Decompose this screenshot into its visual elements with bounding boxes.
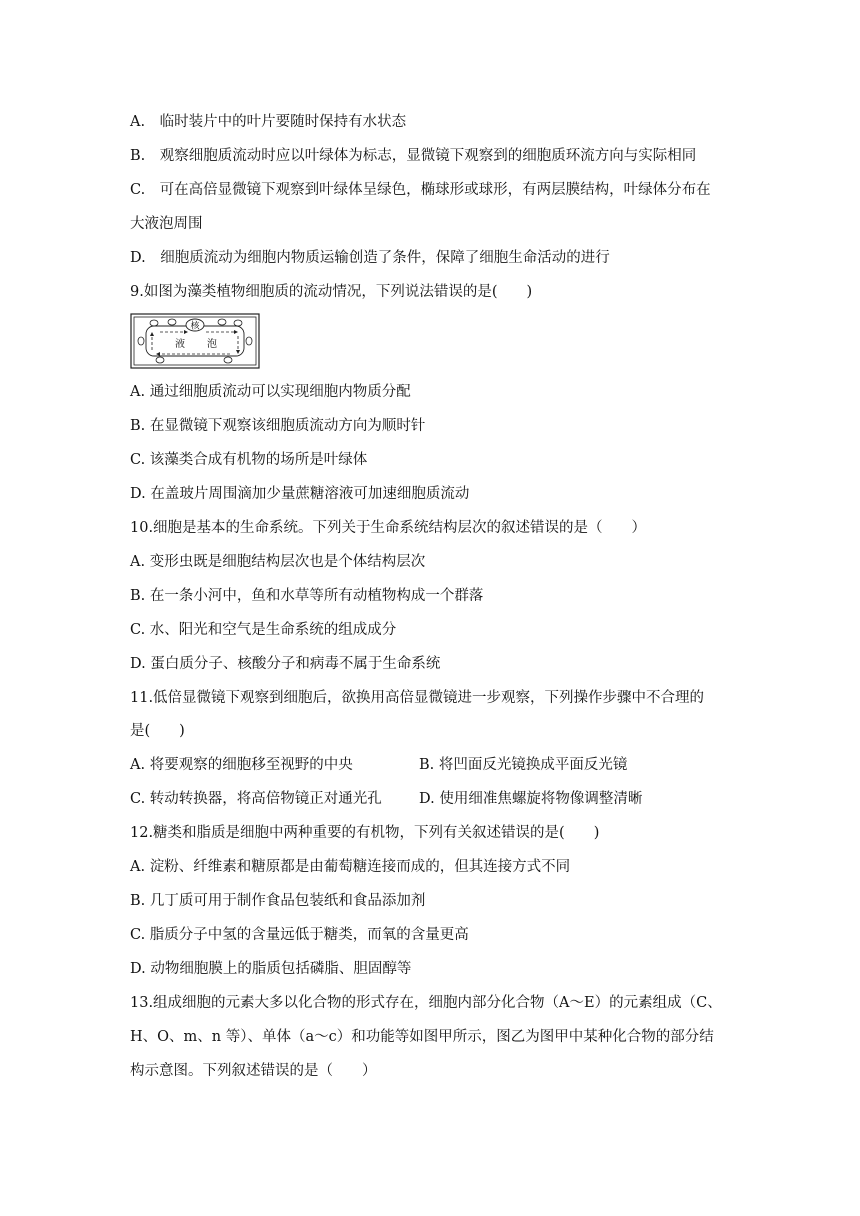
q11-option-b: B. 将凹面反光镜换成平面反光镜: [419, 757, 628, 773]
q9-option-b: B. 在显微镜下观察该细胞质流动方向为顺时针: [130, 418, 426, 434]
q13-stem-continued-2: 构示意图。下列叙述错误的是（ ）: [130, 1063, 377, 1079]
q12-option-c: C. 脂质分子中氢的含量远低于糖类，而氧的含量更高: [130, 927, 469, 943]
q13-stem-continued-1: H、O、m、n 等）、单体（a～c）和功能等如图甲所示，图乙为图甲中某种化合物的部分结: [130, 1029, 714, 1045]
q11-stem: 11.低倍显微镜下观察到细胞后，欲换用高倍显微镜进一步观察，下列操作步骤中不合理的: [130, 690, 705, 706]
q8-option-c: C. 可在高倍显微镜下观察到叶绿体呈绿色，椭球形或球形，有两层膜结构，叶绿体分布在: [130, 182, 711, 198]
q13-stem: 13.组成细胞的元素大多以化合物的形式存在，细胞内部分化合物（A～E）的元素组成（C、: [130, 995, 722, 1011]
vacuole-label-1: 液: [175, 339, 185, 350]
q11-option-d: D. 使用细准焦螺旋将物像调整清晰: [419, 791, 643, 807]
q9-option-a: A. 通过细胞质流动可以实现细胞内物质分配: [130, 384, 411, 400]
q11-option-c: C. 转动转换器，将高倍物镜正对通光孔: [130, 791, 382, 807]
vacuole-label-2: 泡: [207, 339, 217, 350]
q8-option-c-continued: 大液泡周围: [130, 216, 203, 232]
q8-option-b: B. 观察细胞质流动时应以叶绿体为标志，显微镜下观察到的细胞质环流方向与实际相同: [130, 148, 697, 164]
q12-stem: 12.糖类和脂质是细胞中两种重要的有机物，下列有关叙述错误的是( ): [130, 825, 600, 841]
q10-option-d: D. 蛋白质分子、核酸分子和病毒不属于生命系统: [130, 656, 441, 672]
q12-option-d: D. 动物细胞膜上的脂质包括磷脂、胆固醇等: [130, 961, 412, 977]
nucleus-label: 核: [190, 321, 200, 332]
q10-option-b: B. 在一条小河中，鱼和水草等所有动植物构成一个群落: [130, 588, 484, 604]
q8-option-d: D. 细胞质流动为细胞内物质运输创造了条件，保障了细胞生命活动的进行: [130, 250, 610, 266]
q11-stem-continued: 是( ): [130, 723, 185, 739]
q11-option-a: A. 将要观察的细胞移至视野的中央: [130, 757, 353, 773]
cytoplasm-streaming-figure: [130, 312, 260, 370]
q10-stem: 10.细胞是基本的生命系统。下列关于生命系统结构层次的叙述错误的是（ ）: [130, 520, 647, 536]
q8-option-a: A. 临时装片中的叶片要随时保持有水状态: [130, 114, 407, 130]
q9-stem: 9.如图为藻类植物细胞质的流动情况，下列说法错误的是( ): [130, 284, 533, 300]
q12-option-b: B. 几丁质可用于制作食品包装纸和食品添加剂: [130, 893, 426, 909]
q12-option-a: A. 淀粉、纤维素和糖原都是由葡萄糖连接而成的，但其连接方式不同: [130, 859, 571, 875]
q9-option-c: C. 该藻类合成有机物的场所是叶绿体: [130, 452, 368, 468]
q10-option-c: C. 水、阳光和空气是生命系统的组成成分: [130, 622, 397, 638]
q9-option-d: D. 在盖玻片周围滴加少量蔗糖溶液可加速细胞质流动: [130, 486, 470, 502]
q10-option-a: A. 变形虫既是细胞结构层次也是个体结构层次: [130, 554, 426, 570]
